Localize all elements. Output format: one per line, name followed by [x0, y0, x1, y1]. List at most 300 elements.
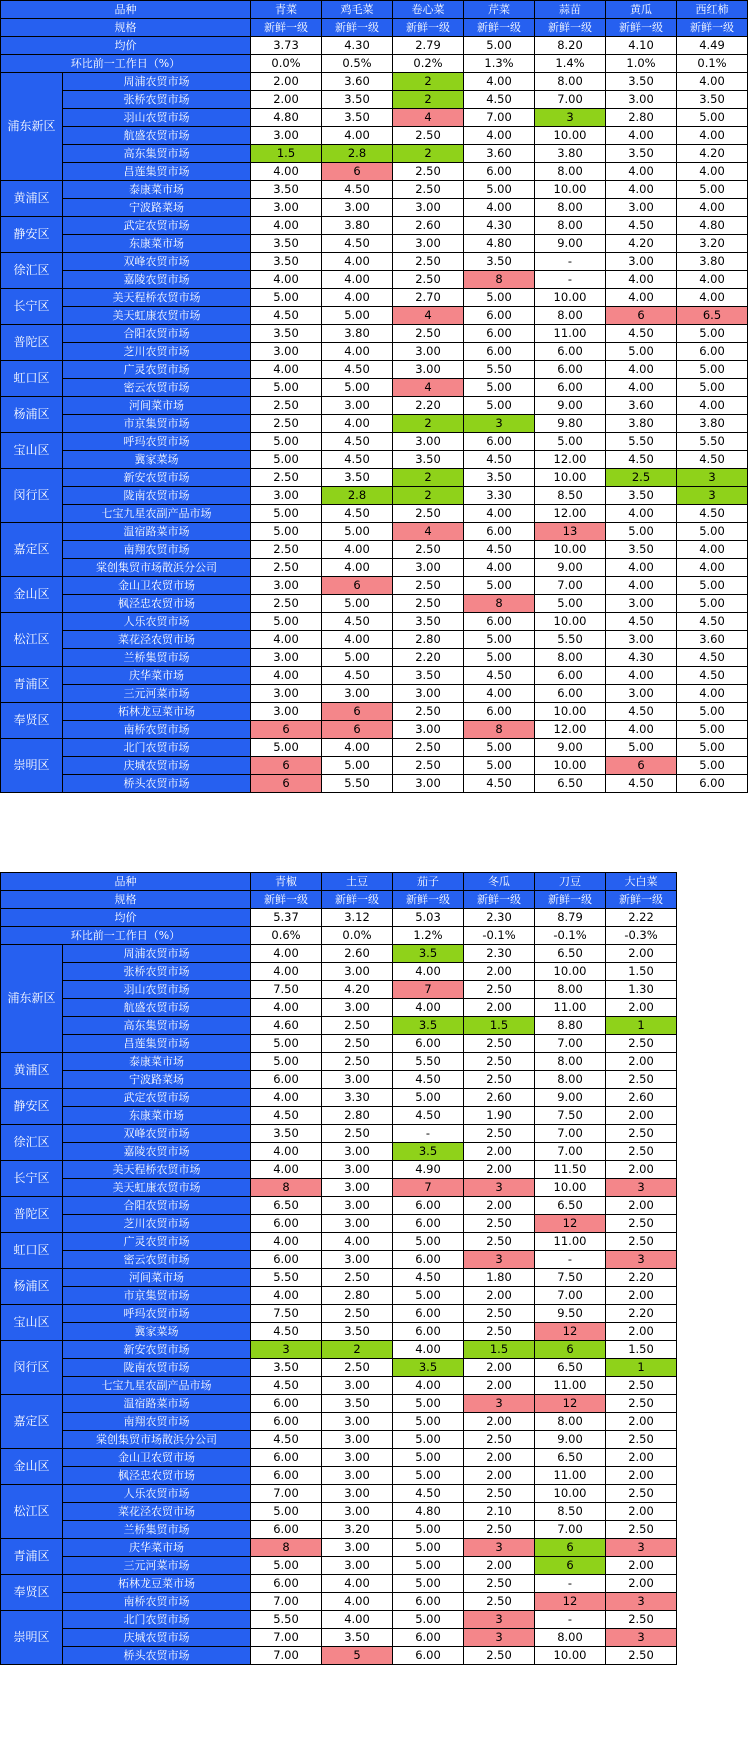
district-name: 宝山区 — [1, 1305, 63, 1341]
market-name: 昌莲集贸市场 — [63, 163, 251, 181]
market-row — [1, 1629, 677, 1647]
average-price: 2.22 — [606, 909, 677, 927]
price-cell: 5.50 — [251, 1611, 322, 1629]
price-cell: 3.50 — [464, 253, 535, 271]
price-cell: 5.00 — [251, 451, 322, 469]
price-cell: 4.00 — [251, 667, 322, 685]
market-row — [1, 739, 748, 757]
price-cell: 7.50 — [535, 1107, 606, 1125]
market-name: 七宝九星农副产品市场 — [63, 1377, 251, 1395]
price-cell: 2.00 — [606, 1287, 677, 1305]
market-row — [1, 217, 748, 235]
market-row — [1, 1161, 677, 1179]
price-cell: 4.00 — [322, 1575, 393, 1593]
price-cell: 2.50 — [606, 1395, 677, 1413]
market-row — [1, 1233, 677, 1251]
price-cell: 6.50 — [535, 1359, 606, 1377]
price-cell: 4.00 — [464, 505, 535, 523]
price-cell: 5.00 — [393, 1557, 464, 1575]
price-cell: 6 — [251, 757, 322, 775]
price-cell: 2.50 — [464, 1305, 535, 1323]
price-cell: 4.50 — [393, 1269, 464, 1287]
price-cell: 8.00 — [535, 73, 606, 91]
market-row — [1, 775, 748, 793]
price-cell: 9.00 — [535, 235, 606, 253]
price-cell: 4.00 — [251, 945, 322, 963]
market-name: 七宝九星农副产品市场 — [63, 505, 251, 523]
price-cell: 4.00 — [251, 1143, 322, 1161]
price-cell: 3.20 — [677, 235, 748, 253]
price-cell: 3.00 — [606, 253, 677, 271]
price-cell: 8.00 — [535, 649, 606, 667]
market-row — [1, 963, 677, 981]
market-row — [1, 757, 748, 775]
market-row — [1, 559, 748, 577]
market-name: 嘉陵农贸市场 — [63, 1143, 251, 1161]
price-cell: 3 — [464, 1395, 535, 1413]
district-name: 闵行区 — [1, 1341, 63, 1395]
market-name: 菜花泾农贸市场 — [63, 631, 251, 649]
market-name: 芝川农贸市场 — [63, 1215, 251, 1233]
price-cell: 3.50 — [393, 613, 464, 631]
price-cell: 3.60 — [606, 397, 677, 415]
price-cell: 4.50 — [322, 361, 393, 379]
price-cell: 5.50 — [393, 1053, 464, 1071]
price-cell: 3.5 — [393, 1143, 464, 1161]
price-cell: 5.00 — [677, 595, 748, 613]
price-cell: 3 — [677, 469, 748, 487]
price-cell: 2.70 — [393, 289, 464, 307]
price-cell: 2.00 — [606, 1449, 677, 1467]
price-cell: 6.00 — [251, 1467, 322, 1485]
price-cell: 5.50 — [251, 1269, 322, 1287]
price-cell: 9.50 — [535, 1305, 606, 1323]
price-cell: 4.00 — [322, 127, 393, 145]
market-row — [1, 1611, 677, 1629]
price-cell: 5.00 — [393, 1287, 464, 1305]
price-cell: 2.00 — [251, 73, 322, 91]
price-cell: 4.60 — [251, 1017, 322, 1035]
price-cell: 6.50 — [251, 1197, 322, 1215]
market-row — [1, 721, 748, 739]
price-cell: 5.00 — [251, 739, 322, 757]
price-cell: 2.50 — [322, 1053, 393, 1071]
average-price: 5.00 — [464, 37, 535, 55]
price-cell: 8.00 — [535, 163, 606, 181]
market-name: 周浦农贸市场 — [63, 945, 251, 963]
price-cell: 5.00 — [322, 523, 393, 541]
price-cell: 3.80 — [322, 217, 393, 235]
price-cell: 2.50 — [464, 1485, 535, 1503]
price-cell: 3.00 — [322, 1449, 393, 1467]
price-cell: 6 — [606, 757, 677, 775]
product-name: 冬瓜 — [464, 873, 535, 891]
price-cell: 9.80 — [535, 415, 606, 433]
average-price: 5.37 — [251, 909, 322, 927]
market-name: 合阳农贸市场 — [63, 1197, 251, 1215]
price-cell: 4.00 — [251, 217, 322, 235]
market-row — [1, 1377, 677, 1395]
market-row — [1, 1323, 677, 1341]
price-cell: 10.00 — [535, 469, 606, 487]
price-cell: 3.00 — [251, 199, 322, 217]
market-row — [1, 1035, 677, 1053]
market-name: 泰康菜市场 — [63, 181, 251, 199]
market-name: 武定农贸市场 — [63, 217, 251, 235]
price-cell: 3.00 — [322, 999, 393, 1017]
price-cell: 4.00 — [251, 631, 322, 649]
district-name: 黄浦区 — [1, 1053, 63, 1089]
price-cell: 4.00 — [464, 199, 535, 217]
price-cell: 3.00 — [393, 433, 464, 451]
price-cell: 5.00 — [677, 361, 748, 379]
price-cell: 7.00 — [535, 1143, 606, 1161]
product-name: 大白菜 — [606, 873, 677, 891]
average-price: 4.49 — [677, 37, 748, 55]
market-name: 美天程桥农贸市场 — [63, 289, 251, 307]
price-cell: 3.50 — [251, 1125, 322, 1143]
district-name: 普陀区 — [1, 1197, 63, 1233]
price-cell: 3.80 — [322, 325, 393, 343]
price-cell: 3.00 — [251, 127, 322, 145]
price-cell: 4.00 — [677, 73, 748, 91]
price-cell: 4.50 — [393, 1107, 464, 1125]
price-cell: 6 — [322, 577, 393, 595]
market-name: 陇南农贸市场 — [63, 487, 251, 505]
market-row — [1, 505, 748, 523]
price-cell: 3.00 — [322, 1377, 393, 1395]
average-price: 2.79 — [393, 37, 464, 55]
price-cell: 8 — [251, 1179, 322, 1197]
market-name: 人乐农贸市场 — [63, 1485, 251, 1503]
district-name: 静安区 — [1, 217, 63, 253]
price-cell: 4.50 — [251, 1323, 322, 1341]
price-cell: 2.50 — [606, 1125, 677, 1143]
price-cell: 2.20 — [606, 1305, 677, 1323]
price-cell: 4.00 — [464, 559, 535, 577]
price-cell: 2.50 — [393, 325, 464, 343]
price-cell: 3.60 — [677, 631, 748, 649]
price-cell: 5.00 — [677, 757, 748, 775]
market-row — [1, 199, 748, 217]
price-cell: 5.00 — [677, 379, 748, 397]
price-cell: 6.00 — [464, 343, 535, 361]
price-cell: 2.00 — [464, 1143, 535, 1161]
header-row — [1, 873, 677, 891]
price-cell: 4.00 — [606, 379, 677, 397]
market-name: 冀家菜场 — [63, 1323, 251, 1341]
price-cell: 7.00 — [251, 1485, 322, 1503]
price-cell: 2.50 — [464, 1647, 535, 1665]
price-cell: 2.00 — [606, 1575, 677, 1593]
price-cell: 2.50 — [251, 541, 322, 559]
market-name: 张桥农贸市场 — [63, 91, 251, 109]
product-name: 青椒 — [251, 873, 322, 891]
price-cell: 4.00 — [322, 271, 393, 289]
price-cell: 6.50 — [535, 775, 606, 793]
change-percent: 0.6% — [251, 927, 322, 945]
price-cell: 4.00 — [677, 289, 748, 307]
price-cell: 3.50 — [322, 1395, 393, 1413]
price-cell: 2.00 — [606, 1107, 677, 1125]
price-cell: 7.00 — [535, 1125, 606, 1143]
price-cell: 3.20 — [322, 1521, 393, 1539]
price-cell: 4.00 — [251, 1161, 322, 1179]
price-cell: 5.00 — [393, 1521, 464, 1539]
market-row — [1, 487, 748, 505]
market-name: 陇南农贸市场 — [63, 1359, 251, 1377]
price-cell: 4.50 — [251, 1431, 322, 1449]
market-name: 河间菜市场 — [63, 397, 251, 415]
price-cell: 9.00 — [535, 559, 606, 577]
price-cell: 7.00 — [535, 1035, 606, 1053]
price-cell: 2.50 — [464, 1125, 535, 1143]
average-price: 4.10 — [606, 37, 677, 55]
change-percent: 0.0% — [322, 927, 393, 945]
district-name: 崇明区 — [1, 1611, 63, 1665]
price-cell: 10.00 — [535, 1647, 606, 1665]
market-row — [1, 1089, 677, 1107]
market-name: 美天虹康农贸市场 — [63, 307, 251, 325]
price-cell: 8.00 — [535, 1071, 606, 1089]
price-cell: 4.00 — [322, 343, 393, 361]
product-name: 芹菜 — [464, 1, 535, 19]
change-percent: 1.3% — [464, 55, 535, 73]
price-cell: 3 — [464, 1251, 535, 1269]
price-cell: 2.8 — [322, 487, 393, 505]
district-name: 浦东新区 — [1, 945, 63, 1053]
change-percent: -0.3% — [606, 927, 677, 945]
price-cell: 2.50 — [606, 1431, 677, 1449]
price-cell: 8 — [464, 721, 535, 739]
district-name: 崇明区 — [1, 739, 63, 793]
price-cell: 3.00 — [322, 1179, 393, 1197]
price-cell: 5.00 — [464, 397, 535, 415]
market-row — [1, 1107, 677, 1125]
average-price: 8.79 — [535, 909, 606, 927]
change-percent: 0.1% — [677, 55, 748, 73]
change-percent: 0.0% — [251, 55, 322, 73]
district-name: 松江区 — [1, 613, 63, 667]
price-cell: 3 — [677, 487, 748, 505]
price-cell: 3 — [606, 1251, 677, 1269]
price-cell: 5.00 — [393, 1467, 464, 1485]
price-cell: 2.00 — [606, 1467, 677, 1485]
price-cell: 9.00 — [535, 1431, 606, 1449]
price-cell: 8.00 — [535, 981, 606, 999]
price-cell: 3.50 — [677, 91, 748, 109]
price-cell: 3.50 — [251, 235, 322, 253]
price-cell: 3 — [464, 415, 535, 433]
price-cell: 2.00 — [606, 1197, 677, 1215]
price-cell: 4.50 — [322, 505, 393, 523]
price-cell: 3.00 — [322, 1557, 393, 1575]
market-name: 温宿路菜市场 — [63, 523, 251, 541]
market-row — [1, 1413, 677, 1431]
price-cell: 4.00 — [464, 685, 535, 703]
price-cell: 2.80 — [322, 1107, 393, 1125]
price-cell: 3 — [251, 1341, 322, 1359]
change-row — [1, 55, 748, 73]
price-cell: 1.90 — [464, 1107, 535, 1125]
market-name: 呼玛农贸市场 — [63, 1305, 251, 1323]
price-cell: 4.50 — [251, 1377, 322, 1395]
price-cell: 4 — [393, 523, 464, 541]
market-name: 市京集贸市场 — [63, 415, 251, 433]
product-name: 黄瓜 — [606, 1, 677, 19]
price-cell: 2 — [393, 469, 464, 487]
market-name: 三元河菜市场 — [63, 685, 251, 703]
price-cell: 9.00 — [535, 1089, 606, 1107]
district-name: 嘉定区 — [1, 1395, 63, 1449]
price-cell: 11.50 — [535, 1161, 606, 1179]
district-name: 普陀区 — [1, 325, 63, 361]
price-cell: 3.00 — [606, 595, 677, 613]
market-name: 庆城农贸市场 — [63, 1629, 251, 1647]
market-row — [1, 1071, 677, 1089]
price-cell: 2.50 — [606, 1647, 677, 1665]
market-name: 东康菜市场 — [63, 235, 251, 253]
price-cell: 5.00 — [677, 181, 748, 199]
price-cell: 12.00 — [535, 451, 606, 469]
product-name: 蒜苗 — [535, 1, 606, 19]
price-cell: 2.00 — [464, 1413, 535, 1431]
price-cell: 9.00 — [535, 397, 606, 415]
price-cell: 6.00 — [464, 703, 535, 721]
market-row — [1, 469, 748, 487]
price-cell: 2.00 — [606, 1557, 677, 1575]
price-cell: 2.00 — [464, 1359, 535, 1377]
price-cell: 1.5 — [464, 1017, 535, 1035]
price-cell: 3.50 — [251, 325, 322, 343]
price-cell: - — [535, 1251, 606, 1269]
product-spec: 新鲜一级 — [535, 891, 606, 909]
price-cell: 4.00 — [606, 163, 677, 181]
price-cell: 8 — [464, 595, 535, 613]
price-cell: 8.00 — [535, 1413, 606, 1431]
market-name: 羽山农贸市场 — [63, 109, 251, 127]
price-cell: 2.50 — [393, 739, 464, 757]
price-cell: 5.00 — [322, 649, 393, 667]
price-cell: 3 — [606, 1629, 677, 1647]
market-row — [1, 163, 748, 181]
district-name: 黄浦区 — [1, 181, 63, 217]
price-cell: 4.80 — [251, 109, 322, 127]
price-cell: 5.00 — [464, 181, 535, 199]
average-price: 5.03 — [393, 909, 464, 927]
price-cell: 4.00 — [251, 999, 322, 1017]
price-cell: 6.00 — [251, 1215, 322, 1233]
price-cell: 13 — [535, 523, 606, 541]
price-cell: 2.00 — [464, 1557, 535, 1575]
market-row — [1, 1143, 677, 1161]
price-cell: 3.00 — [322, 1503, 393, 1521]
price-cell: 2.00 — [464, 1197, 535, 1215]
market-name: 泰康菜市场 — [63, 1053, 251, 1071]
price-cell: 1 — [606, 1017, 677, 1035]
price-cell: 2.00 — [606, 1413, 677, 1431]
price-cell: 12 — [535, 1323, 606, 1341]
price-cell: 5.50 — [535, 631, 606, 649]
price-cell: 6 — [322, 163, 393, 181]
price-cell: 2.50 — [606, 1035, 677, 1053]
price-cell: 3.00 — [393, 361, 464, 379]
price-cell: 5.00 — [393, 1431, 464, 1449]
price-cell: 7.00 — [535, 577, 606, 595]
product-name: 刀豆 — [535, 873, 606, 891]
price-cell: 3.00 — [393, 775, 464, 793]
price-cell: 8.00 — [535, 199, 606, 217]
price-cell: 3 — [535, 109, 606, 127]
price-cell: 2.50 — [322, 1359, 393, 1377]
price-cell: 7.50 — [251, 1305, 322, 1323]
market-row — [1, 145, 748, 163]
price-cell: 7.00 — [535, 1521, 606, 1539]
price-cell: 2.50 — [322, 1017, 393, 1035]
market-name: 航盛农贸市场 — [63, 999, 251, 1017]
price-cell: 3.50 — [322, 1629, 393, 1647]
price-cell: 3.80 — [677, 415, 748, 433]
market-row — [1, 1557, 677, 1575]
price-table-2 — [0, 872, 677, 1665]
price-cell: 3.50 — [322, 1323, 393, 1341]
market-name: 航盛农贸市场 — [63, 127, 251, 145]
price-table-1 — [0, 0, 748, 793]
price-cell: 3.50 — [251, 253, 322, 271]
price-cell: 3.50 — [606, 541, 677, 559]
price-cell: 6 — [535, 1341, 606, 1359]
price-cell: 6.00 — [393, 1215, 464, 1233]
price-cell: 3 — [464, 1611, 535, 1629]
district-name: 嘉定区 — [1, 523, 63, 577]
price-cell: 6.50 — [535, 1449, 606, 1467]
price-cell: 2.60 — [393, 217, 464, 235]
district-name: 杨浦区 — [1, 397, 63, 433]
spec-label: 规格 — [1, 891, 251, 909]
price-cell: 8.00 — [535, 217, 606, 235]
market-name: 密云农贸市场 — [63, 1251, 251, 1269]
price-cell: 3.00 — [322, 1485, 393, 1503]
market-name: 兰桥集贸市场 — [63, 1521, 251, 1539]
product-spec: 新鲜一级 — [251, 19, 322, 37]
price-cell: 1.5 — [251, 145, 322, 163]
price-cell: 2.00 — [606, 945, 677, 963]
price-cell: 7 — [393, 981, 464, 999]
price-cell: 3.80 — [606, 415, 677, 433]
price-cell: 10.00 — [535, 757, 606, 775]
price-cell: 2.00 — [606, 1323, 677, 1341]
price-cell: 3.00 — [322, 1197, 393, 1215]
market-name: 枫泾忠农贸市场 — [63, 595, 251, 613]
market-name: 庆城农贸市场 — [63, 757, 251, 775]
market-name: 柘林龙豆菜市场 — [63, 1575, 251, 1593]
price-cell: 2.50 — [251, 469, 322, 487]
price-cell: 4.00 — [606, 721, 677, 739]
price-cell: 6.00 — [464, 613, 535, 631]
price-cell: 4.80 — [464, 235, 535, 253]
price-cell: 3.00 — [393, 721, 464, 739]
price-cell: 12 — [535, 1215, 606, 1233]
market-row — [1, 1647, 677, 1665]
product-spec: 新鲜一级 — [322, 891, 393, 909]
header-row — [1, 1, 748, 19]
market-row — [1, 397, 748, 415]
price-cell: 2.30 — [464, 945, 535, 963]
price-cell: 4.50 — [606, 703, 677, 721]
market-row — [1, 999, 677, 1017]
market-row — [1, 667, 748, 685]
price-cell: 4.00 — [677, 199, 748, 217]
